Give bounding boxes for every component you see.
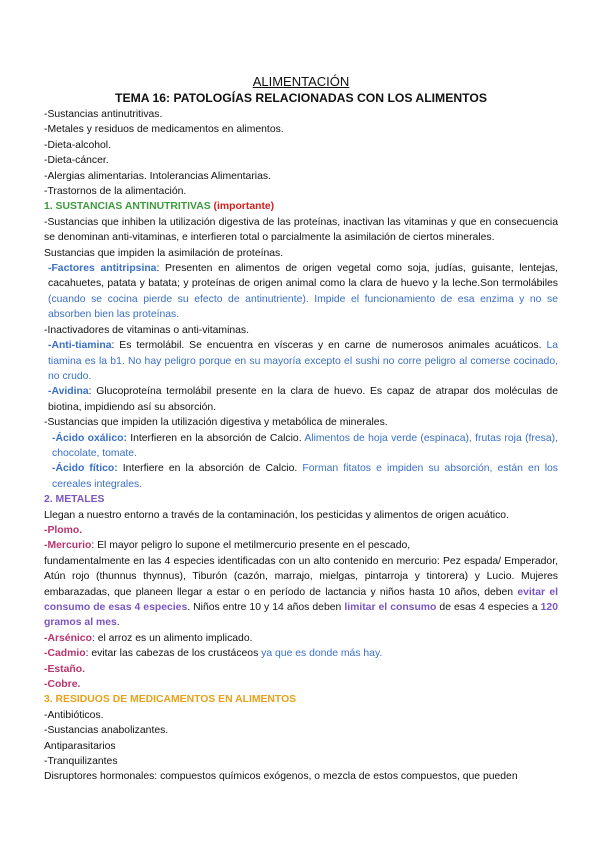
document-title: ALIMENTACIÓN bbox=[252, 74, 350, 89]
fitico-text: Interfiere en la absorción de Calcio. bbox=[117, 463, 303, 475]
antitripsina-note: (cuando se cocina pierde su efecto de antinutriente). Impide el funcionamiento de esa enzima y no se absorben bien las proteínas. bbox=[48, 293, 558, 321]
antitripsina-paragraph bbox=[44, 261, 558, 323]
oxalico-note: Alimentos de hoja verde (espinaca), frutas roja (fresa), chocolate, tomate. bbox=[52, 432, 558, 459]
list-item: -Sustancias anabolizantes. bbox=[44, 725, 169, 737]
mercurio-highlight-3: 120 gramos al mes bbox=[44, 602, 558, 629]
cadmio-note: ya que es donde más hay. bbox=[261, 648, 383, 660]
cadmio-line bbox=[44, 646, 558, 661]
list-item: Antiparasitarios bbox=[44, 740, 116, 752]
estano-line: -Estaño. bbox=[44, 663, 85, 675]
arsenico-line bbox=[44, 631, 558, 646]
section3-heading: 3. RESIDUOS DE MEDICAMENTOS EN ALIMENTOS bbox=[44, 694, 297, 706]
list-item: -Alergias alimentarias. Intolerancias Alimentarias. bbox=[44, 170, 271, 182]
section1-intro: -Sustancias que inhiben la utilización digestiva de las proteínas, inactivan las vitaminas y que en consecuencia se denominan anti-vitaminas, e interfieren total o parcialmente la asimilación de ciertos minerales. bbox=[44, 216, 558, 244]
antitiamina-text: : Es termolábil. Se encuentra en vísceras y en carne de numerosos animales acuáticos. bbox=[111, 340, 542, 352]
proteins-line: Sustancias que impiden la asimilación de proteínas. bbox=[44, 247, 284, 259]
mercurio-para-b: . Niños entre 10 y 14 años deben bbox=[187, 602, 345, 613]
fitico-paragraph bbox=[44, 461, 558, 492]
oxalico-paragraph bbox=[44, 431, 558, 462]
cadmio-text: : evitar las cabezas de los crustáceos bbox=[85, 648, 262, 660]
oxalico-label: -Ácido oxálico: bbox=[52, 432, 127, 444]
cadmio-label: -Cadmio bbox=[44, 648, 86, 660]
oxalico-text: Interfieren en la absorción de Calcio. bbox=[126, 432, 305, 444]
section1-heading bbox=[44, 199, 558, 214]
plomo-line: -Plomo. bbox=[44, 524, 83, 536]
mercurio-line bbox=[44, 538, 558, 553]
list-item: -Sustancias antinutritivas. bbox=[44, 109, 163, 120]
mercurio-paragraph bbox=[44, 554, 558, 631]
mercurio-highlight-2: limitar el consumo bbox=[344, 602, 437, 613]
avidina-label: -Avidina bbox=[48, 386, 89, 398]
arsenico-label: -Arsénico bbox=[44, 632, 92, 644]
antitripsina-label: -Factores antitripsina bbox=[48, 263, 157, 275]
mercurio-para-d: . bbox=[116, 617, 120, 629]
fitico-note: Forman fitatos e impiden su absorción, están en los cereales integrales. bbox=[52, 463, 558, 490]
section1-heading-text: 1. SUSTANCIAS ANTINUTRITIVAS bbox=[44, 201, 211, 213]
inactivators-line: -Inactivadores de vitaminas o anti-vitaminas. bbox=[44, 324, 250, 336]
mercurio-label: -Mercurio bbox=[44, 540, 92, 552]
list-item: -Dieta-cáncer. bbox=[44, 155, 109, 167]
mercurio-para-c: de esas 4 especies a bbox=[436, 602, 541, 613]
topic-title: TEMA 16: PATOLOGÍAS RELACIONADAS CON LOS ALIMENTOS bbox=[115, 91, 487, 105]
cobre-line: -Cobre. bbox=[44, 679, 81, 691]
list-item: -Tranquilizantes bbox=[44, 756, 118, 768]
mercurio-text: : El mayor peligro lo supone el metilmercurio presente en el pescado, bbox=[91, 540, 411, 552]
avidina-paragraph bbox=[44, 384, 558, 415]
list-item: -Trastornos de la alimentación. bbox=[44, 186, 187, 198]
mercurio-para-a: fundamentalmente en las 4 especies identificadas con un alto contenido en mercurio: Pez espada/ Emperador, Atún rojo (thunnus thynnus), Tiburón (cazón, marrajo, mielgas, pintarroja y tintorera) y Lucio. Mujeres embarazadas, que planeen llegar a estar o en período de lactancia y niños hasta 10 años, deben bbox=[44, 555, 558, 598]
list-item: -Antibióticos. bbox=[44, 709, 104, 721]
document-page bbox=[44, 74, 558, 785]
antitiamina-note: La tiamina es la b1. No hay peligro porque en su mayoría excepto el sushi no corre peligro al comerse cocinado, no crudo. bbox=[48, 340, 558, 382]
list-item: -Dieta-alcohol. bbox=[44, 139, 111, 151]
avidina-text: : Glucoproteína termolábil presente en la clara de huevo. Es capaz de atrapar dos moléculas de biotina, impidiendo así su absorción. bbox=[48, 386, 558, 413]
fitico-label: -Ácido fítico: bbox=[52, 463, 118, 475]
arsenico-text: : el arroz es un alimento implicado. bbox=[91, 632, 253, 644]
section2-heading: 2. METALES bbox=[44, 494, 105, 506]
disruptores-line: Disruptores hormonales: compuestos químicos exógenos, o mezcla de estos compuestos, que pueden bbox=[44, 771, 518, 783]
antitiamina-label: -Anti-tiamina bbox=[48, 340, 112, 352]
list-item: -Metales y residuos de medicamentos en alimentos. bbox=[44, 124, 284, 136]
intro-list bbox=[44, 107, 558, 199]
antitripsina-text: : Presenten en alimentos de origen vegetal como soja, judías, guisante, lentejas, cacahuetes, patata y batata; y proteínas de origen animal como la clara de huevo y la leche.Son termolábiles bbox=[48, 263, 559, 290]
section1-heading-note: (importante) bbox=[213, 201, 275, 213]
section2-intro: Llegan a nuestro entorno a través de la contaminación, los pesticidas y alimentos de origen acuático. bbox=[44, 509, 509, 521]
mercurio-highlight-1: evitar el consumo de esas 4 especies bbox=[44, 586, 559, 613]
minerals-line: -Sustancias que impiden la utilización digestiva y metabólica de minerales. bbox=[44, 417, 388, 429]
antitiamina-paragraph bbox=[44, 338, 558, 384]
